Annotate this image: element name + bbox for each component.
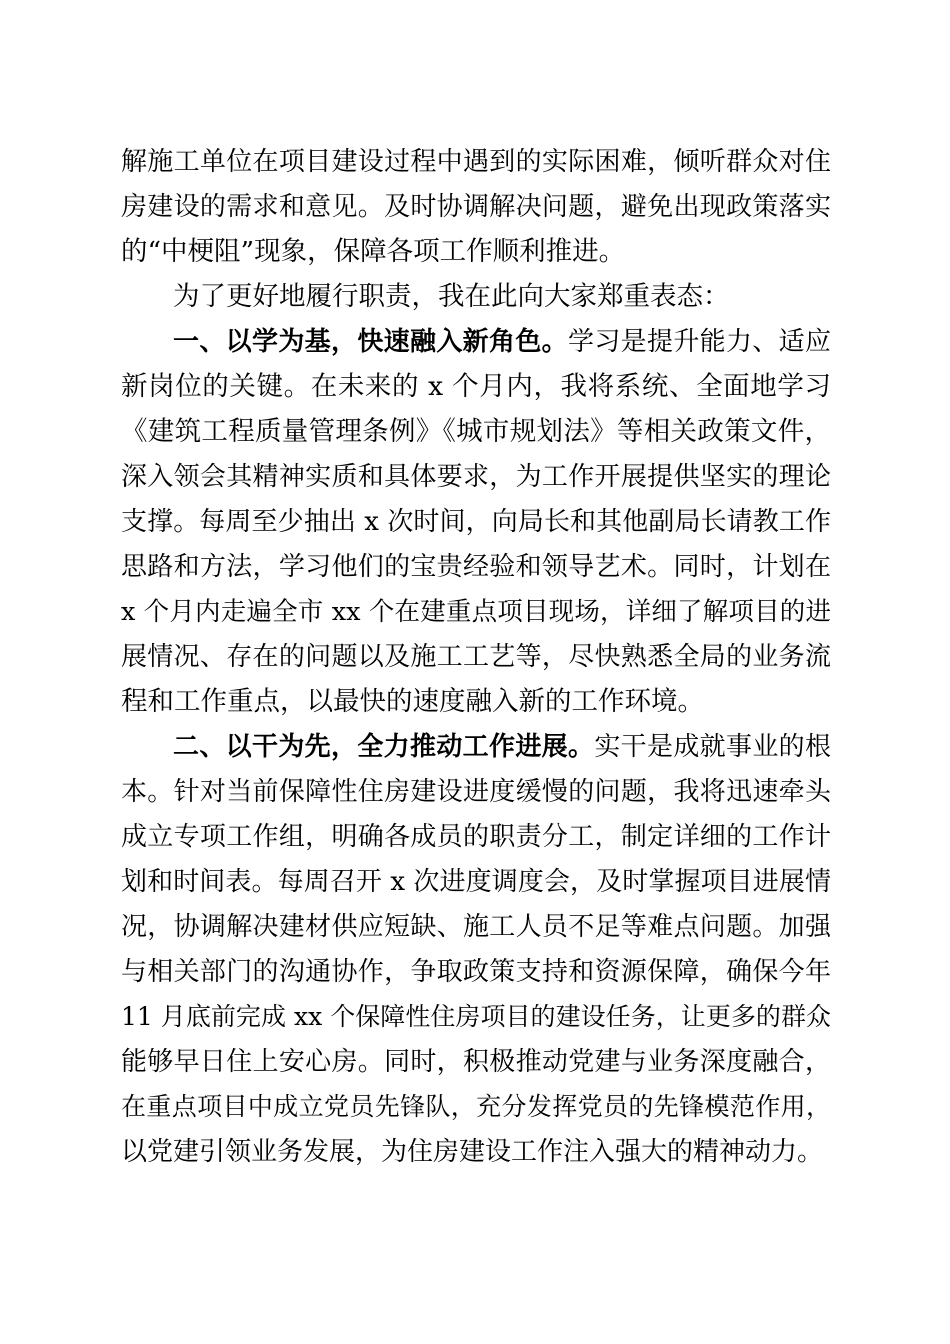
section-1-first-line-text: 学习是提升能力、适应 [567, 327, 831, 357]
paragraph-1-line-3: 的“中梗阻”现象，保障各项工作顺利推进。 [121, 236, 626, 267]
section-2-line-9: 在重点项目中成立党员先锋队，充分发挥党员的先锋模范作用， [121, 1092, 831, 1121]
section-1-first-line [173, 320, 831, 364]
section-1-line-7: x 个月内走遍全市 xx 个在建重点项目现场，详细了解项目的进 [121, 597, 831, 627]
section-1-line-6: 思路和方法，学习他们的宝贵经验和领导艺术。同时，计划在 [121, 552, 831, 582]
section-2-line-4: 划和时间表。每周召开 x 次进度调度会，及时掌握项目进展情 [121, 867, 831, 897]
section-1-line-3: 《建筑工程质量管理条例》《城市规划法》等相关政策文件， [121, 416, 831, 447]
paragraph-1-line-2: 房建设的需求和意见。及时协调解决问题，避免出现政策落实 [121, 192, 831, 222]
section-2-first-line-text: 实干是成就事业的根 [594, 732, 831, 762]
section-2-line-7: 11 月底前完成 xx 个保障性住房项目的建设任务，让更多的群众 [121, 1002, 831, 1031]
section-2-line-8: 能够早日住上安心房。同时，积极推动党建与业务深度融合， [121, 1047, 831, 1077]
section-2-line-6: 与相关部门的沟通协作，争取政策支持和资源保障，确保今年 [121, 957, 831, 987]
section-1-heading: 一、以学为基，快速融入新角色。 [173, 327, 568, 357]
paragraph-1-line-1: 解施工单位在项目建设过程中遇到的实际困难，倾听群众对住 [121, 147, 831, 177]
section-1-line-8: 展情况、存在的问题以及施工工艺等，尽快熟悉全局的业务流 [121, 642, 831, 672]
paragraph-2-line: 为了更好地履行职责，我在此向大家郑重表态： [173, 281, 730, 312]
section-1-line-2: 新岗位的关键。在未来的 x 个月内，我将系统、全面地学习 [121, 371, 831, 402]
section-2-line-3: 成立专项工作组，明确各成员的职责分工，制定详细的工作计 [121, 822, 831, 852]
section-1-line-4: 深入领会其精神实质和具体要求，为工作开展提供坚实的理论 [121, 462, 831, 492]
section-1-line-5: 支撑。每周至少抽出 x 次时间，向局长和其他副局长请教工作 [121, 507, 831, 537]
section-2-line-5: 况，协调解决建材供应短缺、施工人员不足等难点问题。加强 [121, 912, 831, 942]
section-2-heading: 二、以干为先，全力推动工作进展。 [173, 732, 595, 762]
section-2-line-10: 以党建引领业务发展，为住房建设工作注入强大的精神动力。 [121, 1137, 824, 1167]
section-1-line-9: 程和工作重点，以最快的速度融入新的工作环境。 [121, 686, 704, 717]
section-2-first-line [173, 725, 831, 769]
section-2-line-2: 本。针对当前保障性住房建设进度缓慢的问题，我将迅速牵头 [121, 777, 831, 807]
